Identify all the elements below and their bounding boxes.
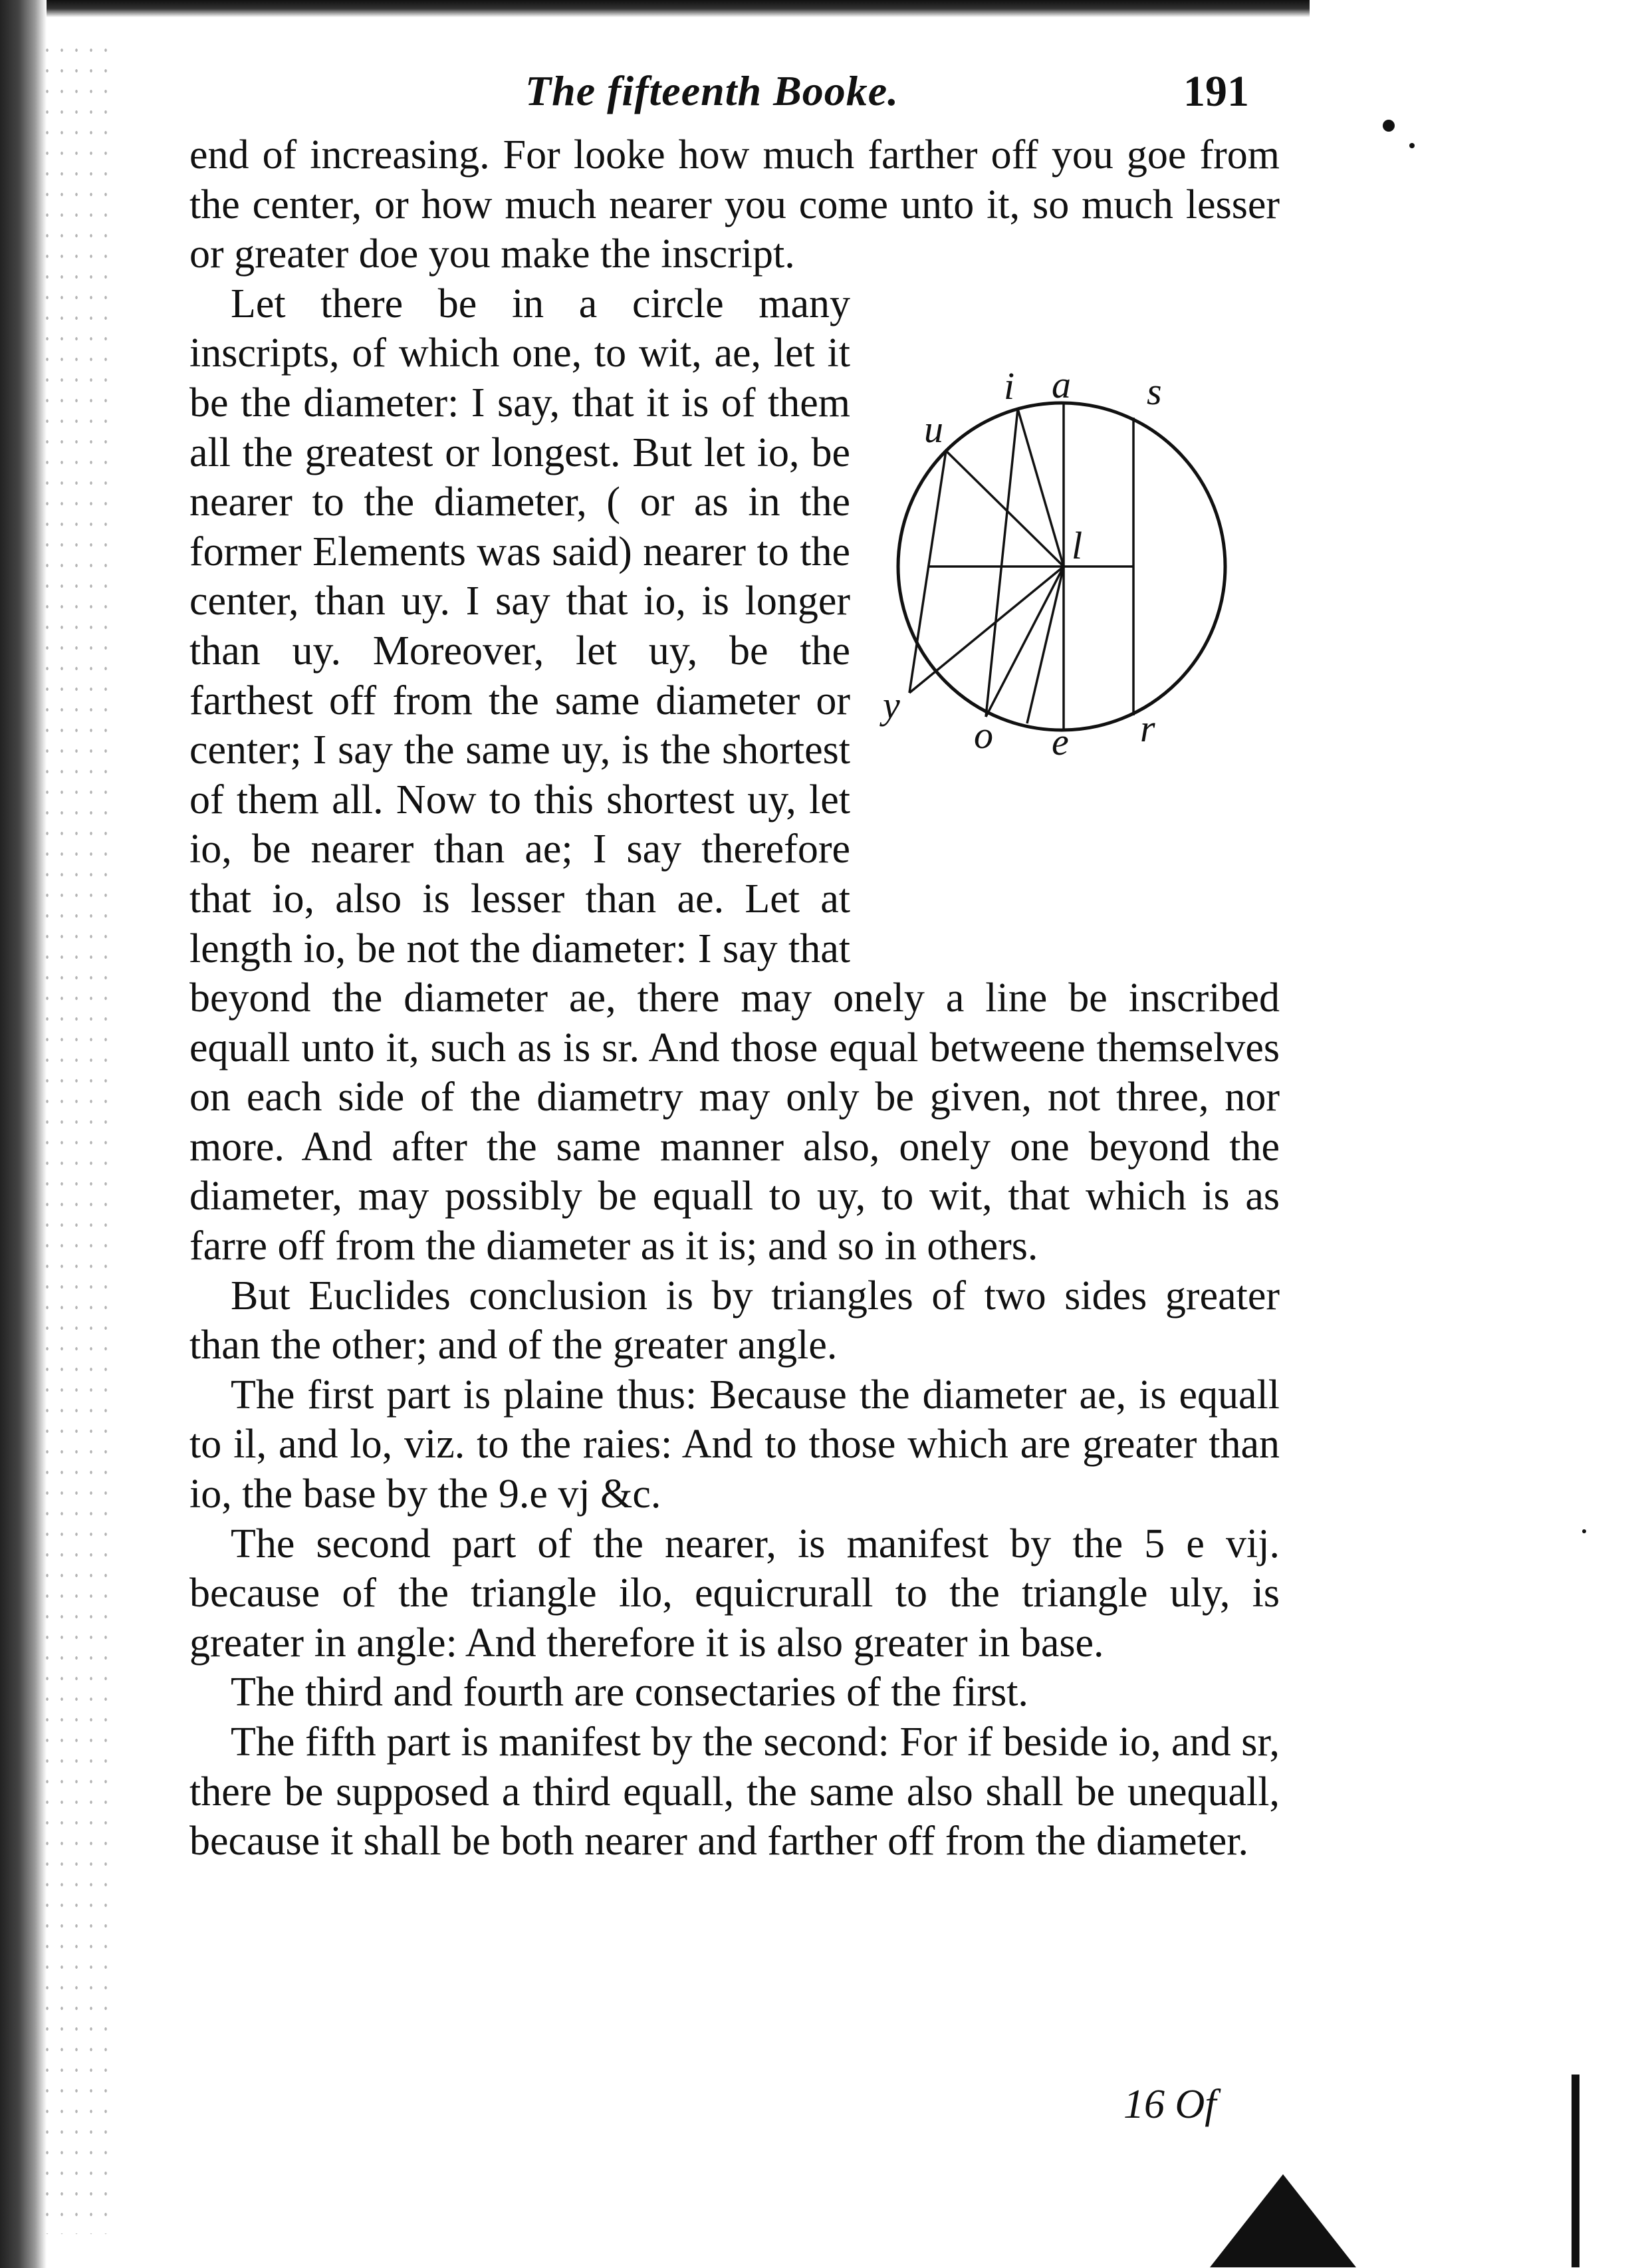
body-text: [189, 130, 1280, 1866]
scan-artifact-mark: [1210, 2174, 1356, 2267]
label-a: a: [1052, 363, 1071, 406]
paragraph: Let there be in a circle many inscripts, of which one, to wit, ae, let it be the diameter: I say, that it is of them all the greatest or longest. But let io, be nearer to the diameter, ( or as in the former Elements was said) nearer to the center, than uy. I say that io, is longer than uy. Moreover, let uy, be the farthest off from the same diameter or center; I say the same uy, is the shortest of them all. Now to this shortest uy, let io, be nearer than ae; I say therefore that io, also is lesser than ae. Let at length io, be not the diameter: I say that beyond the diameter ae, there may onely a line be inscribed equall unto it, such as is sr. And those equal betweene themselves on each side of the diametry may only be given, not three, nor more. And after the same manner also, onely one beyond the diameter, may possibly be equall to uy, to wit, that which is as farre off from the diameter as it is; and so in others.: [189, 281, 1280, 1269]
label-l: l: [1072, 524, 1083, 567]
ink-speck: [1582, 1529, 1586, 1533]
ink-speck: [1409, 143, 1415, 148]
label-e: e: [1052, 720, 1069, 758]
figure-space: [868, 279, 1280, 944]
paragraph: The first part is plaine thus: Because the diameter ae, is equall to il, and lo, viz. to the raies: And to those which are greater than io, the base by the 9.e vj &c.: [189, 1372, 1280, 1517]
label-s: s: [1147, 370, 1162, 413]
page-number: 191: [1183, 67, 1249, 116]
label-u: u: [924, 408, 943, 451]
label-o: o: [974, 713, 993, 757]
paragraph: The third and fourth are consectaries of the first.: [231, 1670, 1028, 1715]
label-i: i: [1004, 364, 1015, 408]
running-title: The fifteenth Booke.: [525, 67, 899, 114]
paragraph: The fifth part is manifest by the second: For if beside io, and sr, there be supposed a third equall, the same also shall be unequall, because it shall be both nearer and farther off from the diameter.: [189, 1719, 1280, 1864]
catchword: 16 Of: [1123, 2082, 1217, 2127]
label-y: y: [883, 684, 900, 727]
ink-speck: [1383, 120, 1395, 132]
scan-noise-left: [40, 40, 113, 2234]
scan-shadow-top: [47, 0, 1310, 17]
label-r: r: [1140, 707, 1155, 750]
paragraph: The second part of the nearer, is manifest by the 5 e vij. because of the triangle ilo, equicrurall to the triangle uly, is greater in angle: And therefore it is also greater in base.: [189, 1521, 1280, 1666]
paragraph: end of increasing. For looke how much farther off you goe from the center, or how much nearer you come unto it, so much lesser or greater doe you make the inscript.: [189, 132, 1280, 277]
scan-artifact-bar: [1572, 2075, 1579, 2267]
paragraph: But Euclides conclusion is by triangles of two sides greater than the other; and of the greater angle.: [189, 1273, 1280, 1368]
